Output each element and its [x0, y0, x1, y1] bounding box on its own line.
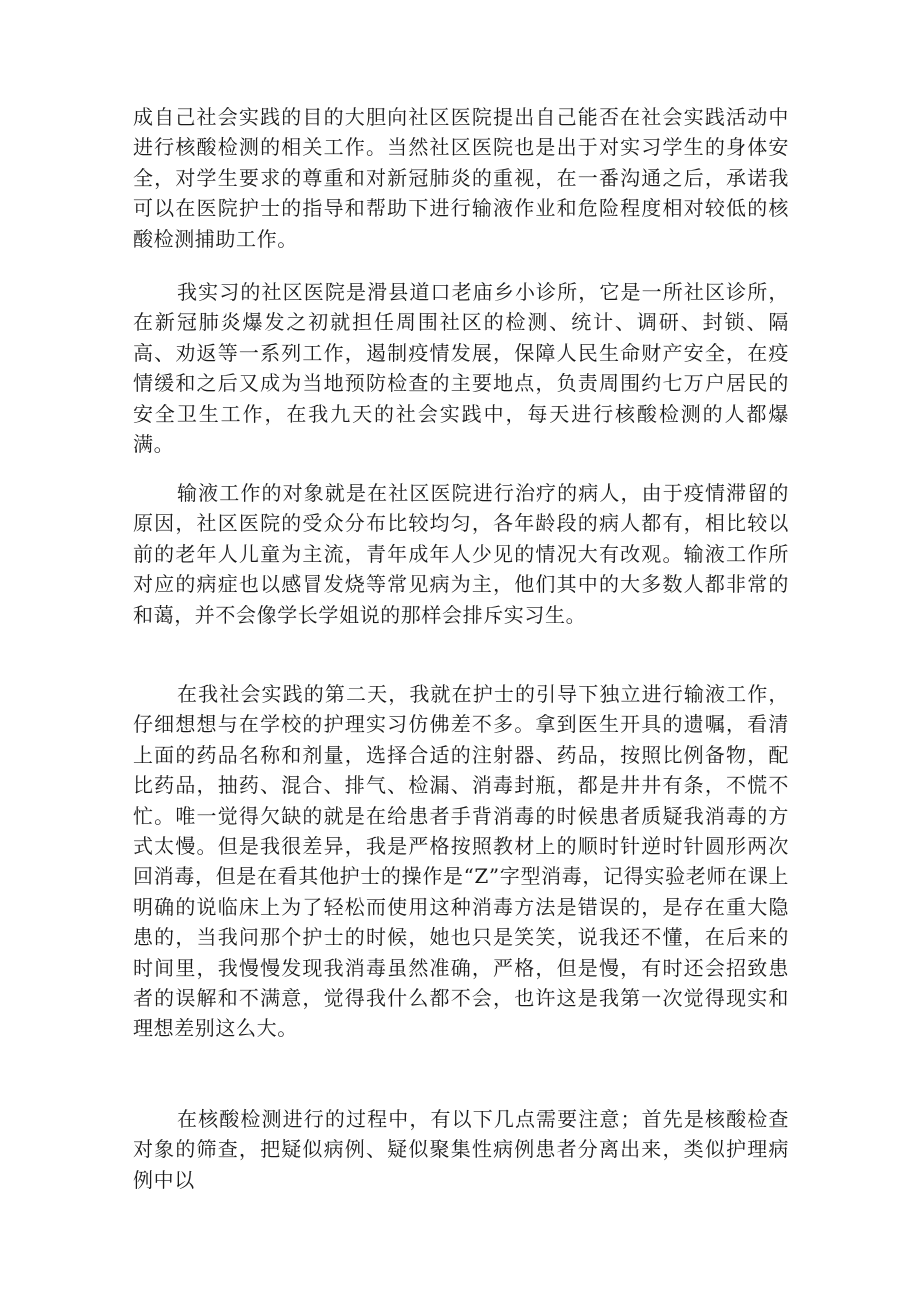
paragraph-3: 输液工作的对象就是在社区医院进行治疗的病人，由于疫情滞留的原因，社区医院的受众分布比较均匀，各年龄段的病人都有，相比较以前的老年人儿童为主流，青年成年人少见的情况大有改观。输液工作所对应的病症也以感冒发烧等常见病为主，他们其中的大多数人都非常的和蔼，并不会像学长学姐说的那样会排斥实习生。 [133, 481, 789, 627]
paragraph-1: 成自己社会实践的目的大胆向社区医院提出自己能否在社会实践活动中进行核酸检测的相关工作。当然社区医院也是出于对实习学生的身体安全，对学生要求的尊重和对新冠肺炎的重视，在一番沟通之后，承诺我可以在医院护士的指导和帮助下进行输液作业和危险程度相对较低的核酸检测捕助工作。 [133, 105, 789, 251]
paragraph-2: 我实习的社区医院是滑县道口老庙乡小诊所，它是一所社区诊所，在新冠肺炎爆发之初就担任周围社区的检测、统计、调研、封锁、隔高、劝返等一系列工作，遏制疫情发展，保障人民生命财产安全，在疫情缓和之后又成为当地预防检查的主要地点，负责周围约七万户居民的安全卫生工作，在我九天的社会实践中，每天进行核酸检测的人都爆满。 [133, 280, 789, 457]
paragraph-5: 在核酸检测进行的过程中，有以下几点需要注意；首先是核酸检查对象的筛查，把疑似病例、疑似聚集性病例患者分离出来，类似护理病例中以 [133, 1107, 789, 1192]
paragraph-4: 在我社会实践的第二天，我就在护士的引导下独立进行输液工作，仔细想想与在学校的护理实习仿佛差不多。拿到医生开具的遗嘱，看清上面的药品名称和剂量，选择合适的注射器、药品，按照比例备物，配比药品，抽药、混合、排气、检漏、消毒封瓶，都是井井有条，不慌不忙。唯一觉得欠缺的就是在给患者手背消毒的时候患者质疑我消毒的方式太慢。但是我很差异，我是严格按照教材上的顺时针逆时针圆形两次回消毒，但是在看其他护士的操作是“Z”字型消毒，记得实验老师在课上明确的说临床上为了轻松而使用这种消毒方法是错误的，是存在重大隐患的，当我问那个护士的时候，她也只是笑笑，说我还不懂，在后来的时间里，我慢慢发现我消毒虽然准确，严格，但是慢，有时还会招致患者的误解和不满意，觉得我什么都不会，也许这是我第一次觉得现实和理想差别这么大。 [133, 682, 789, 1041]
